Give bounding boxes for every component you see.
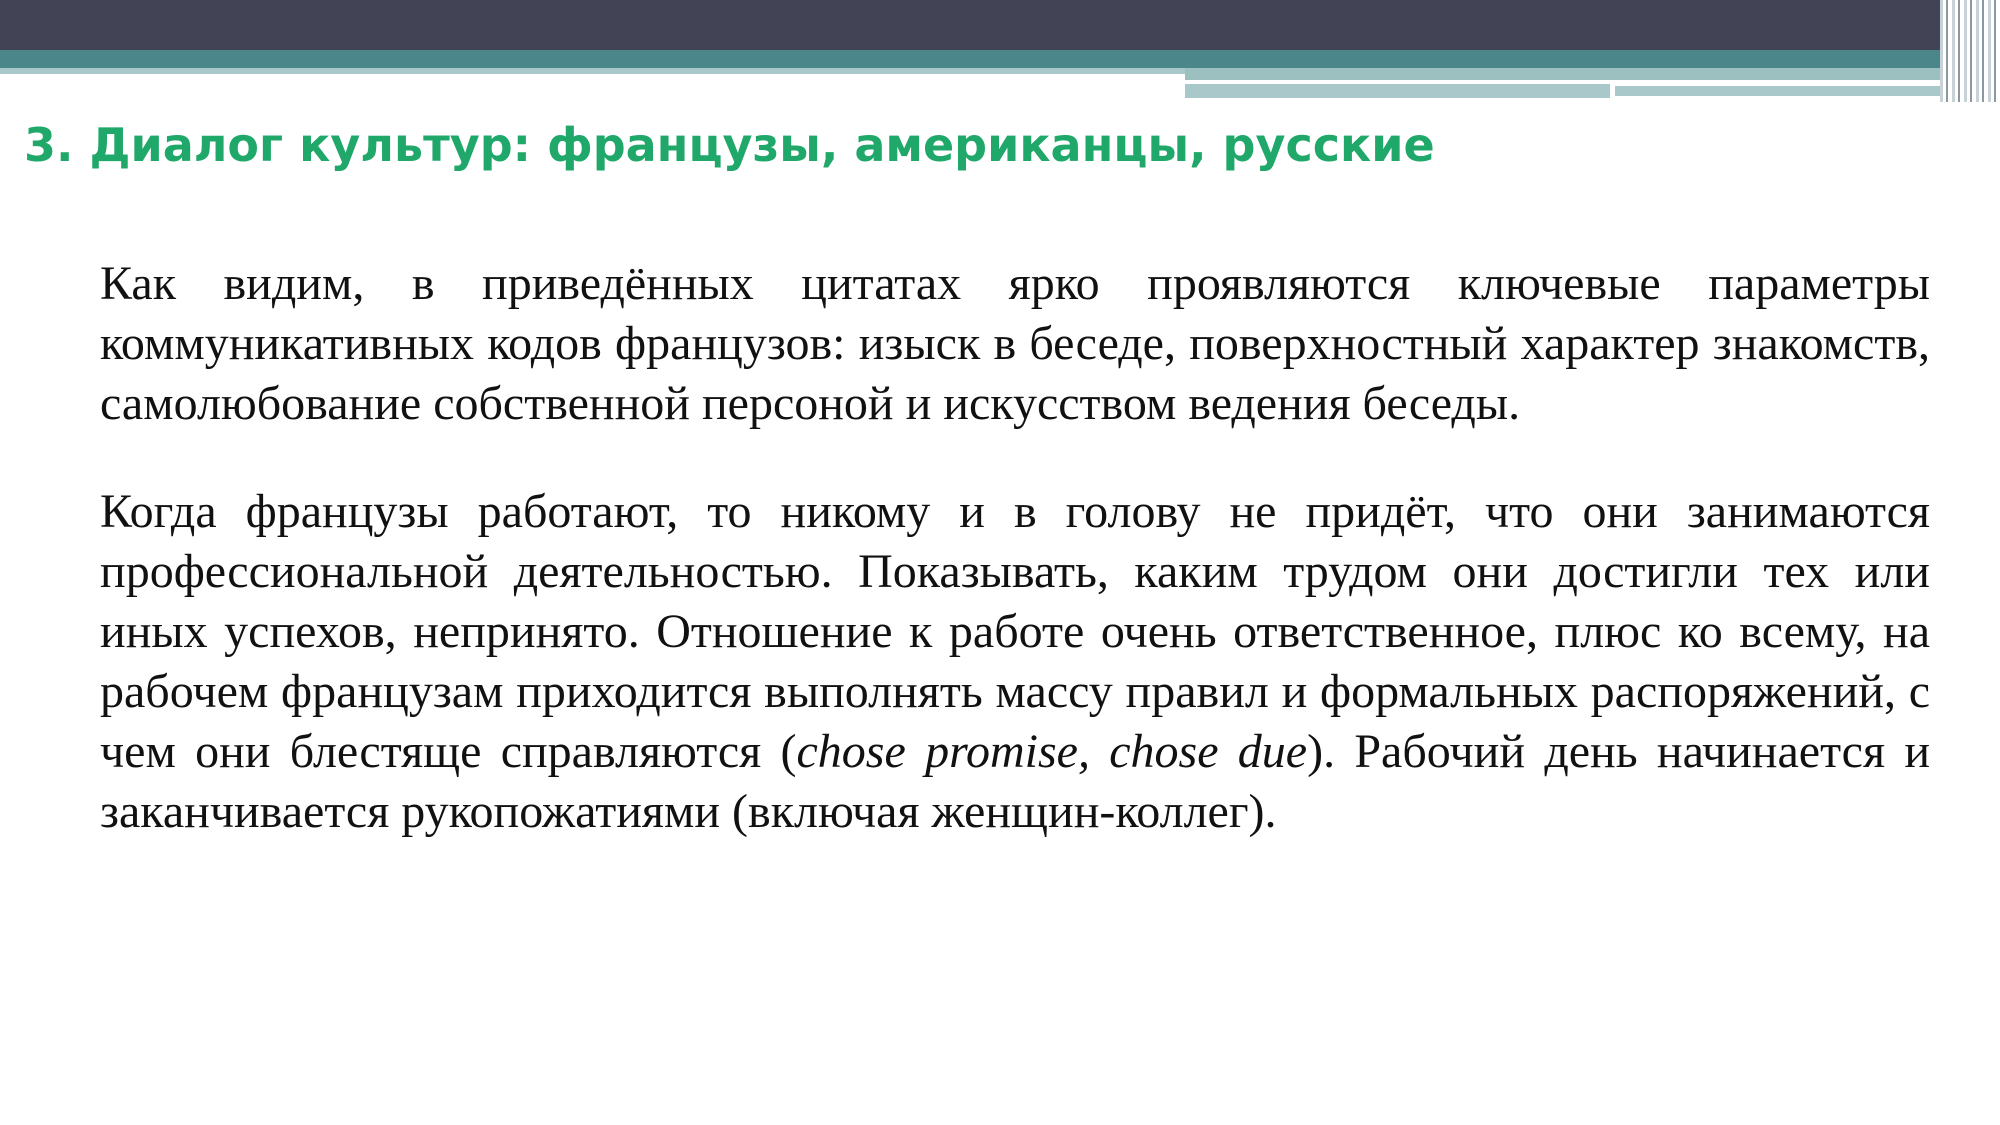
header-accent-line: [0, 68, 1185, 74]
accent-bar: [1185, 84, 1610, 98]
decorative-stripes: [1940, 0, 2000, 102]
header-dark-band: [0, 0, 2000, 52]
paragraph-2-text-after: ). Рабочий день начинается и заканчивается рукопожатиями (включая женщин-коллег).: [100, 725, 1931, 838]
header-teal-band: [0, 50, 2000, 68]
header-right-accent: [1185, 68, 1980, 102]
paragraph-2: [100, 482, 1930, 842]
paragraph-2-italic-phrase: chose promise, chose due: [796, 725, 1308, 778]
slide-title: 3. Диалог культур: французы, американцы, русские: [24, 118, 1435, 172]
slide-body: [100, 254, 1930, 890]
accent-bar: [1615, 86, 1980, 96]
paragraph-2-text-before: Когда французы работают, то никому и в голову не придёт, что они занимаются профессиональной деятельностью. Показывать, каким трудом они достигли тех или иных успехов, непринято. Отношение к работе очень ответственное, плюс ко всему, на рабочем французам приходится выполнять массу правил и формальных распоряжений, с чем они блестяще справляются (: [100, 485, 1930, 778]
paragraph-1: Как видим, в приведённых цитатах ярко проявляются ключевые параметры коммуникативных кодов французов: изыск в беседе, поверхностный характер знакомств, самолюбование собственной персоной и искусством ведения беседы.: [100, 257, 1930, 430]
accent-bar: [1185, 68, 1980, 80]
